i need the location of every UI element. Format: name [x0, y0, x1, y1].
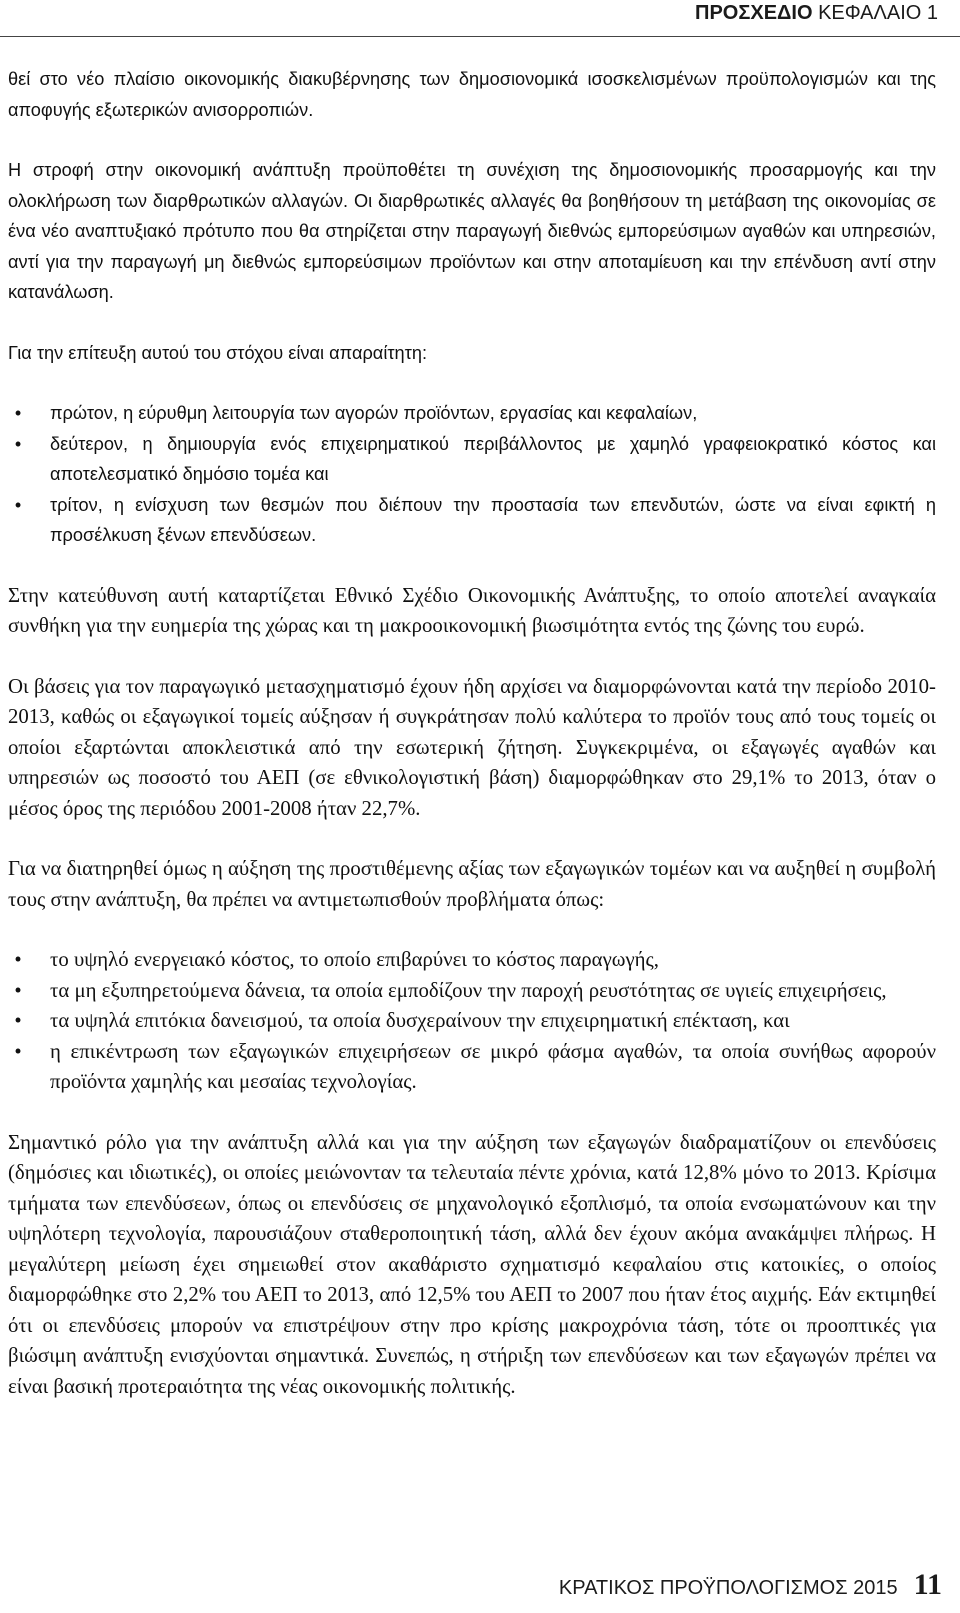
- paragraph-7: Σημαντικό ρόλο για την ανάπτυξη αλλά και για την αύξηση των εξαγωγών διαδραματίζουν οι επενδύσεις (δημόσιες και ιδιωτικές), οι οποίες μειώνονταν τα τελευταία πέντε χρόνια, κατά 12,8% μόνο το 2013. Κρίσιμα τμήματα των επενδύσεων, όπως οι επενδύσεις σε μηχανολογικό εξοπλισμό, τα οποία ενσωματώνουν και την υψηλότερη τεχνολογία, παρουσιάζουν σταθεροποιητική τάση, αλλά δεν έχουν ακόμα ανακάμψει πλήρως. Η μεγαλύτερη μείωση έχει σημειωθεί στον ακαθάριστο σχηματισμό κεφαλαίου στις κατοικίες, ο οποίος διαμορφώθηκε στο 2,2% του ΑΕΠ το 2013, από 12,5% του ΑΕΠ το 2007 που ήταν έτος αιχμής. Εάν εκτιμηθεί ότι οι επενδύσεις μπορούν να επιστρέψουν στην προ κρίσης μακροχρόνια τάση, τότε οι προοπτικές για βιώσιμη ανάπτυξη ενισχύονται σημαντικά. Συνεπώς, η στήριξη των επενδύσεων και των εξαγωγών πρέπει να είναι βασική προτεραιότητα της νέας οικονομικής πολιτικής.: [8, 1130, 936, 1398]
- list-item: • τρίτον, η ενίσχυση των θεσμών που διέπουν την προστασία των επενδυτών, ώστε να είναι εφικτή η προσέλκυση ξένων επενδύσεων.: [8, 490, 936, 551]
- running-header: [695, 2, 938, 25]
- bullet-icon: •: [14, 978, 22, 1002]
- paragraph-1: θεί στο νέο πλαίσιο οικονομικής διακυβέρνησης των δημοσιονομικά ισοσκελισμένων προϋπολογισμών και της αποφυγής εξωτερικών ανισορροπιών.: [8, 69, 936, 120]
- bullet-icon: •: [14, 1009, 22, 1032]
- paragraph-2: Η στροφή στην οικονομική ανάπτυξη προϋποθέτει τη συνέχιση της δημοσιονομικής προσαρμογής και την ολοκλήρωση των διαρθρωτικών αλλαγών. Οι διαρθρωτικές αλλαγές θα βοηθήσουν τη μετάβαση της οικονομίας σε ένα νέο αναπτυξιακό πρότυπο που θα στηρίζεται στην παραγωγή διεθνώς εμπορεύσιμων αγαθών και υπηρεσιών, αντί για την παραγωγή μη διεθνώς εμπορεύσιμων προϊόντων και στην αποταμίευση και την επένδυση αντί στην κατανάλωση.: [8, 160, 936, 302]
- footer-title: ΚΡΑΤΙΚΟΣ ΠΡΟΫΠΟΛΟΓΙΣΜΟΣ 2015: [558, 1577, 898, 1599]
- bullet-icon: •: [14, 403, 22, 423]
- bullet-icon: •: [14, 948, 22, 971]
- list-item: • πρώτον, η εύρυθμη λειτουργία των αγορών προϊόντων, εργασίας και κεφαλαίων,: [8, 398, 936, 429]
- paragraph-6: Για να διατηρηθεί όμως η αύξηση της προστιθέμενης αξίας των εξαγωγικών τομέων και να αυξηθεί η συμβολή τους στην ανάπτυξη, θα πρέπει να αντιμετωπισθούν προβλήματα όπως:: [8, 857, 936, 911]
- list-item: • το υψηλό ενεργειακό κόστος, το οποίο επιβαρύνει το κόστος παραγωγής,: [8, 945, 936, 976]
- bullet-icon: •: [14, 1039, 22, 1063]
- page-number: 11: [913, 1568, 942, 1601]
- header-chapter-label: ΚΕΦΑΛΑΙΟ 1: [818, 2, 938, 24]
- paragraph-5: Οι βάσεις για τον παραγωγικό μετασχηματισμό έχουν ήδη αρχίσει να διαμορφώνονται κατά την περίοδο 2010-2013, καθώς οι εξαγωγικοί τομείς αύξησαν ή συγκράτησαν πολύ καλύτερα το προϊόν τους από τους τομείς οι οποίοι εξαρτώνται αποκλειστικά από την εσωτερική ζήτηση. Συγκεκριμένα, οι εξαγωγές αγαθών και υπηρεσιών ως ποσοστό του ΑΕΠ (σε εθνικολογιστική βάση) διαμορφώθηκαν στο 29,1% το 2013, όταν ο μέσος όρος της περιόδου 2001-2008 ήταν 22,7%.: [8, 674, 936, 820]
- bullet-icon: •: [14, 494, 22, 515]
- body-text: [8, 64, 936, 1402]
- list-item: • δεύτερον, η δημιουργία ενός επιχειρηματικού περιβάλλοντος με χαμηλό γραφειοκρατικό κόστος και αποτελεσματικό δημόσιο τομέα και: [8, 429, 936, 490]
- header-divider: [0, 36, 960, 37]
- bullet-icon: •: [14, 433, 22, 454]
- list-item: • τα υψηλά επιτόκια δανεισμού, τα οποία δυσχεραίνουν την επιχειρηματική επέκταση, και: [8, 1006, 936, 1037]
- problems-list: [8, 945, 936, 1098]
- header-draft-label: ΠΡΟΣΧΕΔΙΟ: [695, 2, 813, 24]
- paragraph-4: Στην κατεύθυνση αυτή καταρτίζεται Εθνικό Σχέδιο Οικονομικής Ανάπτυξης, το οποίο αποτελεί αναγκαία συνθήκη για την ευημερία της χώρας και τη μακροοικονομική βιωσιμότητα εντός της ζώνης του ευρώ.: [8, 583, 936, 637]
- list-item: • η επικέντρωση των εξαγωγικών επιχειρήσεων σε μικρό φάσμα αγαθών, τα οποία συνήθως αφορούν προϊόντα χαμηλής και μεσαίας τεχνολογίας.: [8, 1037, 936, 1098]
- prerequisites-list: [8, 398, 936, 551]
- running-footer: [559, 1568, 942, 1602]
- list-item: • τα μη εξυπηρετούμενα δάνεια, τα οποία εμποδίζουν την παροχή ρευστότητας σε υγιείς επιχειρήσεις,: [8, 976, 936, 1007]
- paragraph-3: Για την επίτευξη αυτού του στόχου είναι απαραίτητη:: [8, 342, 428, 363]
